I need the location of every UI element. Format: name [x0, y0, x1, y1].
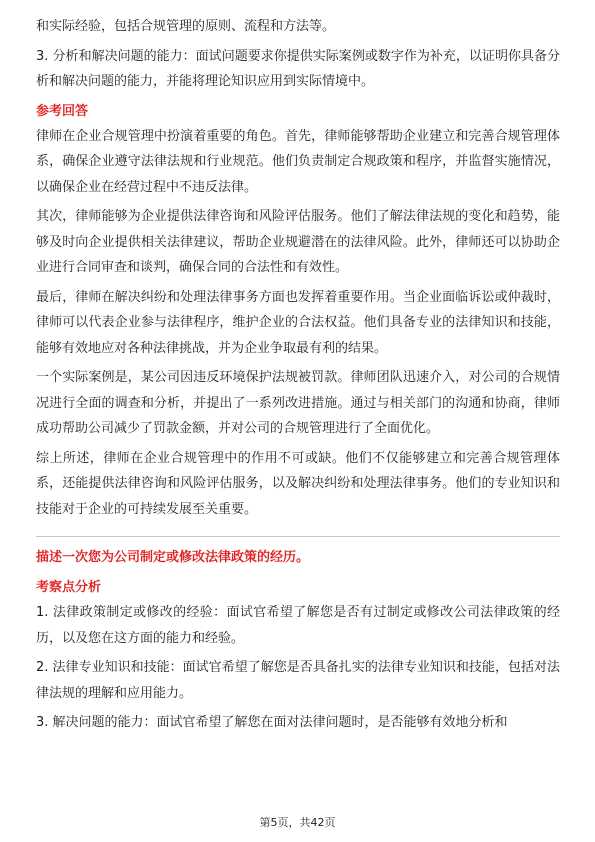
- page-footer: 第5页，共42页: [259, 816, 336, 829]
- answer-paragraph: 律师在企业合规管理中扮演着重要的角色。首先，律师能够帮助企业建立和完善合规管理体系，确保企业遵守法律法规和行业规范。他们负责制定合规政策和程序，并监督实施情况，以确保企业在经营过程中不违反法律。: [36, 128, 560, 195]
- prev-point-3: 3. 分析和解决问题的能力：面试问题要求你提供实际案例或数字作为补充，以证明你具备分析和解决问题的能力，并能将理论知识应用到实际情境中。: [36, 48, 560, 89]
- analysis-point: 1. 法律政策制定或修改的经验：面试官希望了解您是否有过制定或修改公司法律政策的经历，以及您在这方面的能力和经验。: [36, 605, 560, 646]
- section-divider: [36, 536, 560, 537]
- answer-heading: 参考回答: [36, 103, 89, 119]
- prev-line: 和实际经验，包括合规管理的原则、流程和方法等。: [36, 19, 336, 34]
- page-content: [36, 14, 560, 736]
- answer-paragraph: 一个实际案例是，某公司因违反环境保护法规被罚款。律师团队迅速介入，对公司的合规情况进行全面的调查和分析，并提出了一系列改进措施。通过与相关部门的沟通和协商，律师成功帮助公司减少了罚款金额，并对公司的合规管理进行了全面优化。: [36, 370, 560, 436]
- question-title: 描述一次您为公司制定或修改法律政策的经历。: [36, 550, 310, 565]
- answer-paragraph: 最后，律师在解决纠纷和处理法律事务方面也发挥着重要作用。当企业面临诉讼或仲裁时，律师可以代表企业参与法律程序，维护企业的合法权益。他们具备专业的法律知识和技能，能够有效地应对各种法律挑战，并为企业争取最有利的结果。: [36, 289, 560, 356]
- answer-paragraph: 综上所述，律师在企业合规管理中的作用不可或缺。他们不仅能够建立和完善合规管理体系，还能提供法律咨询和风险评估服务，以及解决纠纷和处理法律事务。他们的专业知识和技能对于企业的可持续发展至关重要。: [36, 450, 560, 517]
- analysis-heading: 考察点分析: [36, 580, 102, 595]
- analysis-point: 3. 解决问题的能力：面试官希望了解您在面对法律问题时，是否能够有效地分析和: [36, 715, 508, 730]
- answer-paragraph: 其次，律师能够为企业提供法律咨询和风险评估服务。他们了解法律法规的变化和趋势，能够及时向企业提供相关法律建议，帮助企业规避潜在的法律风险。此外，律师还可以协助企业进行合同审查和谈判，确保合同的合法性和有效性。: [36, 209, 560, 275]
- analysis-point: 2. 法律专业知识和技能：面试官希望了解您是否具备扎实的法律专业知识和技能，包括对法律法规的理解和应用能力。: [36, 660, 560, 701]
